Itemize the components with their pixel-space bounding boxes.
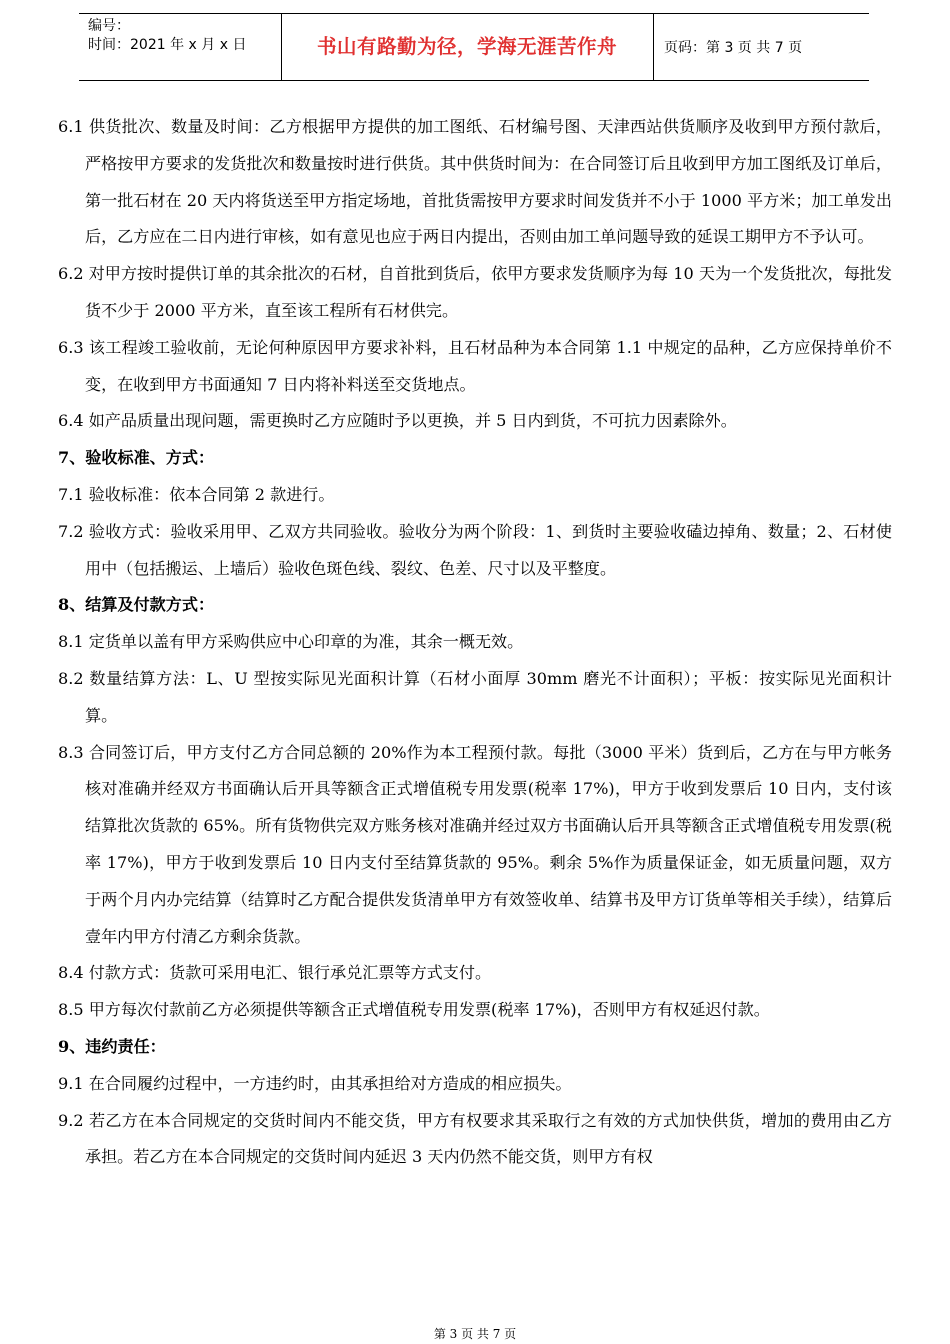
clause-7-1: 7.1 验收标准：依本合同第 2 款进行。 (58, 484, 335, 504)
clause-6-3: 6.3 该工程竣工验收前，无论何种原因甲方要求补料，且石材品种为本合同第 1.1 中规定的品种，乙方应保持单价不变，在收到甲方书面通知 7 日内将补料送至交货地点。 (58, 337, 892, 394)
clause-8-5: 8.5 甲方每次付款前乙方必须提供等额含正式增值税专用发票(税率 17%)，否则甲方有权延迟付款。 (58, 1000, 770, 1020)
section-8-heading: 8、结算及付款方式： (58, 595, 215, 615)
clause-6-4: 6.4 如产品质量出现问题，需更换时乙方应随时予以更换，并 5 日内到货，不可抗力因素除外。 (58, 411, 737, 431)
clause-9-1: 9.1 在合同履约过程中，一方违约时，由其承担给对方造成的相应损失。 (58, 1073, 572, 1093)
clause-6-2: 6.2 对甲方按时提供订单的其余批次的石材，自首批到货后，依甲方要求发货顺序为每 10 天为一个发货批次，每批发货不少于 2000 平方米，直至该工程所有石材供完。 (58, 264, 892, 320)
page-header (79, 13, 869, 81)
document-body (58, 109, 892, 1176)
clause-9-2: 9.2 若乙方在本合同规定的交货时间内不能交货，甲方有权要求其采取行之有效的方式加快供货，增加的费用由乙方承担。若乙方在本合同规定的交货时间内延迟 3 天内仍然不能交货，则甲方有权 (58, 1110, 892, 1167)
header-info-cell (79, 14, 282, 80)
section-9-heading: 9、违约责任： (58, 1036, 166, 1056)
clause-8-2: 8.2 数量结算方法：L、U 型按实际见光面积计算（石材小面厚 30mm 磨光不计面积）；平板：按实际见光面积计算。 (58, 668, 892, 725)
clause-8-3: 8.3 合同签订后，甲方支付乙方合同总额的 20%作为本工程预付款。每批（3000 平米）货到后，乙方在与甲方帐务核对准确并经双方书面确认后开具等额含正式增值税专用发票(税率 17%)，甲方于收到发票后 10 日内，支付该结算批次货款的 65%。所有货物供完双方账务核对准确并经过双方书面确认后开具等额含正式增值税专用发票(税率 17%)，甲方于收到发票后 10 日内支付至结算货款的 95%。剩余 5%作为质量保证金，如无质量问题，双方于两个月内办完结算（结算时乙方配合提供发货清单甲方有效签收单、结算书及甲方订货单等相关手续），结算后壹年内甲方付清乙方剩余货款。 (58, 742, 892, 946)
header-motto-cell (281, 14, 654, 80)
clause-8-4: 8.4 付款方式：货款可采用电汇、银行承兑汇票等方式支付。 (58, 963, 492, 983)
header-page-cell (653, 14, 869, 80)
clause-7-2: 7.2 验收方式：验收采用甲、乙双方共同验收。验收分为两个阶段：1、到货时主要验收磕边掉角、数量；2、石材使用中（包括搬运、上墙后）验收色斑色线、裂纹、色差、尺寸以及平整度。 (58, 521, 892, 578)
number-label: 编号： (88, 18, 130, 34)
header-motto: 书山有路勤为径，学海无涯苦作舟 (316, 35, 617, 58)
header-page-label: 页码：第 3 页 共 7 页 (664, 40, 803, 56)
clause-8-1: 8.1 定货单以盖有甲方采购供应中心印章的为准，其余一概无效。 (58, 632, 524, 652)
clause-6-1: 6.1 供货批次、数量及时间：乙方根据甲方提供的加工图纸、石材编号图、天津西站供货顺序及收到甲方预付款后，严格按甲方要求的发货批次和数量按时进行供货。其中供货时间为：在合同签订后且收到甲方加工图纸及订单后，第一批石材在 20 天内将货送至甲方指定场地，首批货需按甲方要求时间发货并不小于 1000 平方米；加工单发出后，乙方应在二日内进行审核，如有意见也应于两日内提出，否则由加工单问题导致的延误工期甲方不予认可。 (58, 117, 892, 247)
footer-page-number: 第 3 页 共 7 页 (433, 1327, 517, 1341)
date-label: 时间：2021 年 x 月 x 日 (88, 37, 247, 53)
page-footer (0, 1325, 950, 1342)
section-7-heading: 7、验收标准、方式： (58, 448, 215, 468)
